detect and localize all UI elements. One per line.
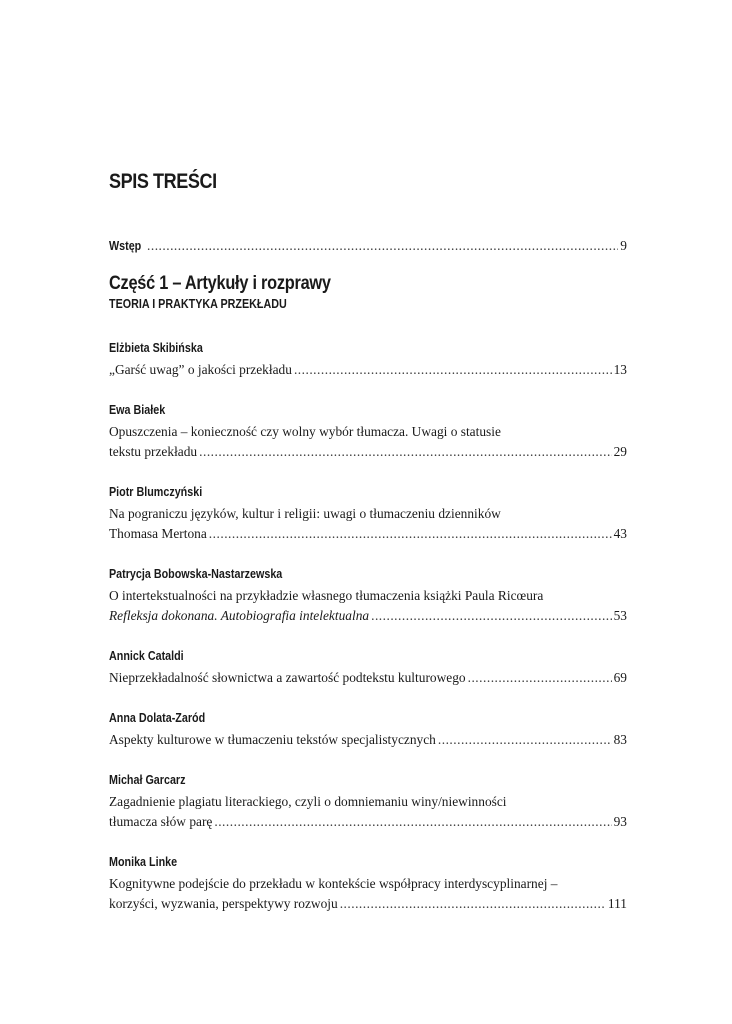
page-title: SPIS TREŚCI <box>109 170 217 193</box>
page-number: 43 <box>613 526 627 541</box>
entry-title-line: „Garść uwag” o jakości przekładu <box>109 362 292 377</box>
toc-entries <box>109 338 627 934</box>
part-subtitle: TEORIA I PRAKTYKA PRZEKŁADU <box>109 297 287 311</box>
toc-intro-entry[interactable] <box>109 236 627 256</box>
toc-entry[interactable] <box>109 564 627 626</box>
page-number: 13 <box>613 362 627 377</box>
part-header <box>109 272 367 312</box>
dot-leader <box>214 812 611 832</box>
toc-entry[interactable] <box>109 338 627 380</box>
dot-leader <box>371 606 612 626</box>
dot-leader <box>199 442 611 462</box>
entry-title-line: Thomasa Mertona <box>109 526 207 541</box>
page-number: 111 <box>607 896 627 911</box>
page-number: 9 <box>620 238 627 253</box>
entry-author: Annick Cataldi <box>109 649 184 663</box>
page-number: 29 <box>613 444 627 459</box>
page-number: 69 <box>613 670 627 685</box>
entry-author: Piotr Blumczyński <box>109 485 203 499</box>
dot-leader <box>147 236 618 256</box>
entry-title-line: Zagadnienie plagiatu literackiego, czyli o domniemaniu winy/niewinności <box>109 794 507 809</box>
toc-page <box>109 0 627 1024</box>
entry-title-line: Kognitywne podejście do przekładu w kontekście współpracy interdyscyplinarnej – <box>109 876 558 891</box>
page-number: 93 <box>613 814 627 829</box>
toc-entry[interactable] <box>109 646 627 688</box>
entry-author: Ewa Białek <box>109 403 166 417</box>
entry-author: Monika Linke <box>109 855 178 869</box>
entry-title-line: tekstu przekładu <box>109 444 198 459</box>
part-title: Część 1 – Artykuły i rozprawy <box>109 273 331 294</box>
toc-entry[interactable] <box>109 400 627 462</box>
intro-title: Wstęp <box>109 239 142 253</box>
entry-title-line: Aspekty kulturowe w tłumaczeniu tekstów specjalistycznych <box>109 732 436 747</box>
entry-author: Anna Dolata-Zaród <box>109 711 206 725</box>
page-number: 83 <box>613 732 627 747</box>
toc-entry[interactable] <box>109 770 627 832</box>
toc-entry[interactable] <box>109 708 627 750</box>
page-number: 53 <box>613 608 627 623</box>
entry-title-line: tłumacza słów parę <box>109 814 213 829</box>
entry-title-line: Opuszczenia – konieczność czy wolny wybór tłumacza. Uwagi o statusie <box>109 424 501 439</box>
entry-author: Michał Garcarz <box>109 773 186 787</box>
entry-title-line: Na pograniczu języków, kultur i religii: uwagi o tłumaczeniu dzienników <box>109 506 501 521</box>
entry-title-line: Refleksja dokonana. Autobiografia intelektualna <box>109 608 370 623</box>
entry-title-line: O intertekstualności na przykładzie własnego tłumaczenia książki Paula Ricœura <box>109 588 544 603</box>
toc-entry[interactable] <box>109 482 627 544</box>
dot-leader <box>294 360 612 380</box>
entry-author: Patrycja Bobowska-Nastarzewska <box>109 567 283 581</box>
dot-leader <box>209 524 612 544</box>
entry-title-line: Nieprzekładalność słownictwa a zawartość podtekstu kulturowego <box>109 670 466 685</box>
entry-author: Elżbieta Skibińska <box>109 341 203 355</box>
dot-leader <box>438 730 612 750</box>
entry-title-line: korzyści, wyzwania, perspektywy rozwoju <box>109 896 338 911</box>
toc-entry[interactable] <box>109 852 627 914</box>
dot-leader <box>468 668 612 688</box>
dot-leader <box>340 894 606 914</box>
